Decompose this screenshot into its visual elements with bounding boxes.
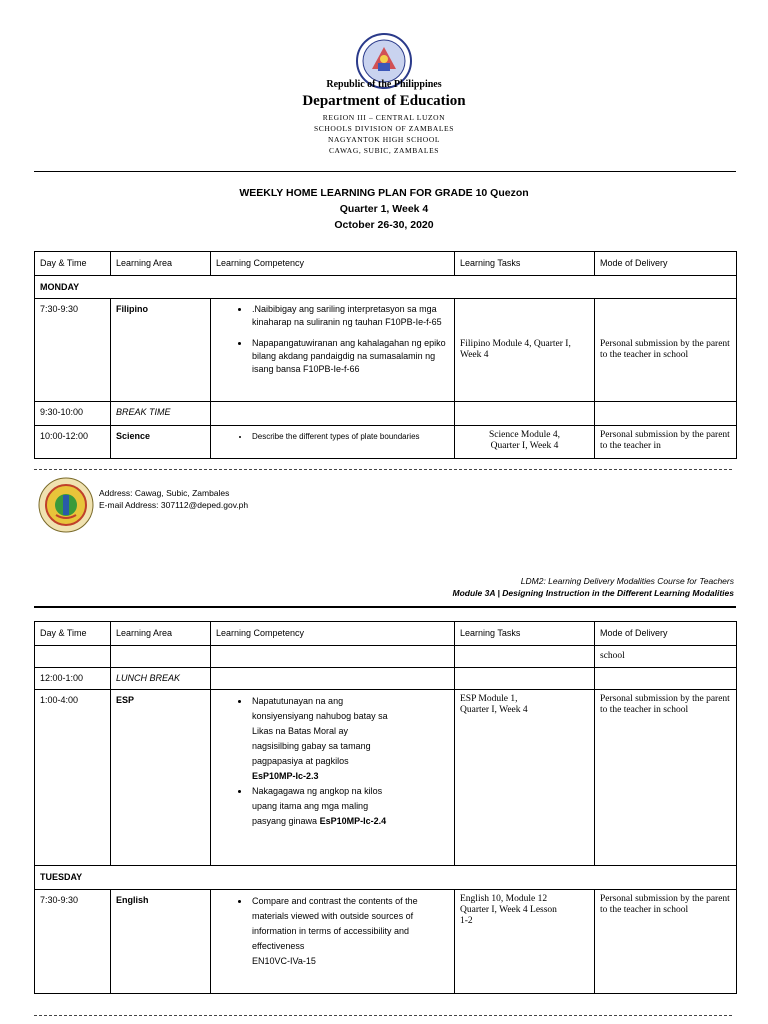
col-day-time: Day & Time [35, 252, 111, 276]
republic-label: Republic of the Philippines [326, 79, 442, 90]
competency-text: Compare and contrast the contents of the materials viewed with outside sources of information in terms of accessibility and effectiveness [252, 896, 418, 951]
table-row [35, 646, 737, 668]
plan-table-2 [34, 621, 737, 994]
task-cell [455, 646, 595, 668]
competency-item [250, 784, 389, 829]
region-line: REGION III – CENTRAL LUZON [322, 113, 446, 122]
task-cell: Filipino Module 4, Quarter I, Week 4 [455, 299, 595, 402]
time-cell: 9:30-10:00 [35, 402, 111, 426]
col-learning-competency: Learning Competency [211, 252, 455, 276]
time-cell: 1:00-4:00 [35, 690, 111, 866]
competency-item: • .Naibibigay ang sariling interpretasyon sa mga kinaharap na suliranin ng tauhan F10PB-Ie-f-65 [250, 303, 449, 329]
plan-table-1 [34, 251, 737, 459]
col-learning-tasks: Learning Tasks [455, 252, 595, 276]
competency-cell [211, 890, 455, 994]
footer-address: Address: Cawag, Subic, Zambales [99, 488, 230, 498]
town-line: CAWAG, SUBIC, ZAMBALES [328, 146, 440, 155]
mode-cell: Personal submission by the parent to the teacher in [595, 426, 737, 459]
footer-contact [99, 487, 248, 511]
plan-dates: October 26-30, 2020 [334, 219, 434, 231]
table-row [35, 299, 737, 402]
competency-cell [211, 426, 455, 459]
table-row [35, 890, 737, 994]
mode-cell: Personal submission by the parent to the teacher in school [595, 299, 737, 402]
col-learning-competency: Learning Competency [211, 622, 455, 646]
area-cell: LUNCH BREAK [111, 668, 211, 690]
competency-cell [211, 299, 455, 402]
competency-item: • Describe the different types of plate boundaries [250, 430, 449, 443]
competency-text: Nakagagawa ng angkop na kilos upang itama ang mga maling pasyang ginawa [252, 786, 383, 826]
school-line: NAGYANTOK HIGH SCHOOL [327, 135, 441, 144]
footer-email: E-mail Address: 307112@deped.gov.ph [99, 500, 249, 510]
competency-item [250, 694, 389, 784]
col-learning-area: Learning Area [111, 622, 211, 646]
area-cell: BREAK TIME [111, 402, 211, 426]
col-day-time: Day & Time [35, 622, 111, 646]
col-mode-of-delivery: Mode of Delivery [595, 622, 737, 646]
area-cell [111, 646, 211, 668]
day-label: MONDAY [35, 276, 737, 299]
competency-code: EsP10MP-Ic-2.3 [252, 771, 319, 781]
competency-text: Napatutunayan na ang konsiyensiyang nahubog batay sa Likas na Batas Moral ay nagsisilbing gabay sa tamang pagpapasiya at pagkilos [252, 696, 388, 766]
area-cell: ESP [111, 690, 211, 866]
table-header-row [35, 252, 737, 276]
task-cell: Science Module 4, Quarter I, Week 4 [455, 426, 595, 459]
page2-divider [34, 606, 736, 608]
mode-cell: Personal submission by the parent to the teacher in school [595, 690, 737, 866]
table-row [35, 668, 737, 690]
area-cell: Science [111, 426, 211, 459]
task-cell [455, 402, 595, 426]
competency-code: EN10VC-IVa-15 [252, 956, 316, 966]
time-cell: 7:30-9:30 [35, 890, 111, 994]
mode-cell: Personal submission by the parent to the teacher in school [595, 890, 737, 994]
competency-cell [211, 668, 455, 690]
area-cell: Filipino [111, 299, 211, 402]
table-row [35, 426, 737, 459]
division-line: SCHOOLS DIVISION OF ZAMBALES [314, 124, 454, 133]
col-learning-area: Learning Area [111, 252, 211, 276]
module-label: Module 3A | Designing Instruction in the Different Learning Modalities [452, 588, 734, 598]
day-row-tuesday [35, 866, 737, 890]
mode-cell [595, 402, 737, 426]
time-cell [35, 646, 111, 668]
competency-code: EsP10MP-Ic-2.4 [319, 816, 387, 826]
table-row [35, 690, 737, 866]
mode-cell [595, 668, 737, 690]
competency-item: • Napapangatuwiranan ang kahalagahan ng epiko bilang akdang pandaigdig na sumasalamin ng isang bansa F10PB-Ie-f-66 [250, 337, 449, 376]
header-divider [34, 171, 736, 172]
task-cell: English 10, Module 12 Quarter I, Week 4 Lesson 1-2 [455, 890, 595, 994]
ldm-course-label: LDM2: Learning Delivery Modalities Course for Teachers [520, 576, 734, 586]
time-cell: 10:00-12:00 [35, 426, 111, 459]
table-row [35, 402, 737, 426]
competency-item [250, 894, 449, 969]
page-break-line [34, 469, 732, 470]
table-header-row [35, 622, 737, 646]
school-seal [38, 477, 94, 533]
day-label: TUESDAY [35, 866, 737, 890]
col-learning-tasks: Learning Tasks [455, 622, 595, 646]
competency-cell [211, 690, 455, 866]
task-cell [455, 668, 595, 690]
plan-quarter: Quarter 1, Week 4 [339, 203, 429, 215]
day-row-monday [35, 276, 737, 299]
time-cell: 7:30-9:30 [35, 299, 111, 402]
area-cell: English [111, 890, 211, 994]
mode-cell: school [595, 646, 737, 668]
department-title: Department of Education [302, 93, 466, 109]
competency-cell [211, 646, 455, 668]
plan-title: WEEKLY HOME LEARNING PLAN FOR GRADE 10 Quezon [239, 187, 529, 199]
col-mode-of-delivery: Mode of Delivery [595, 252, 737, 276]
time-cell: 12:00-1:00 [35, 668, 111, 690]
page-break-line [34, 1015, 732, 1016]
task-cell: ESP Module 1, Quarter I, Week 4 [455, 690, 595, 866]
competency-cell [211, 402, 455, 426]
